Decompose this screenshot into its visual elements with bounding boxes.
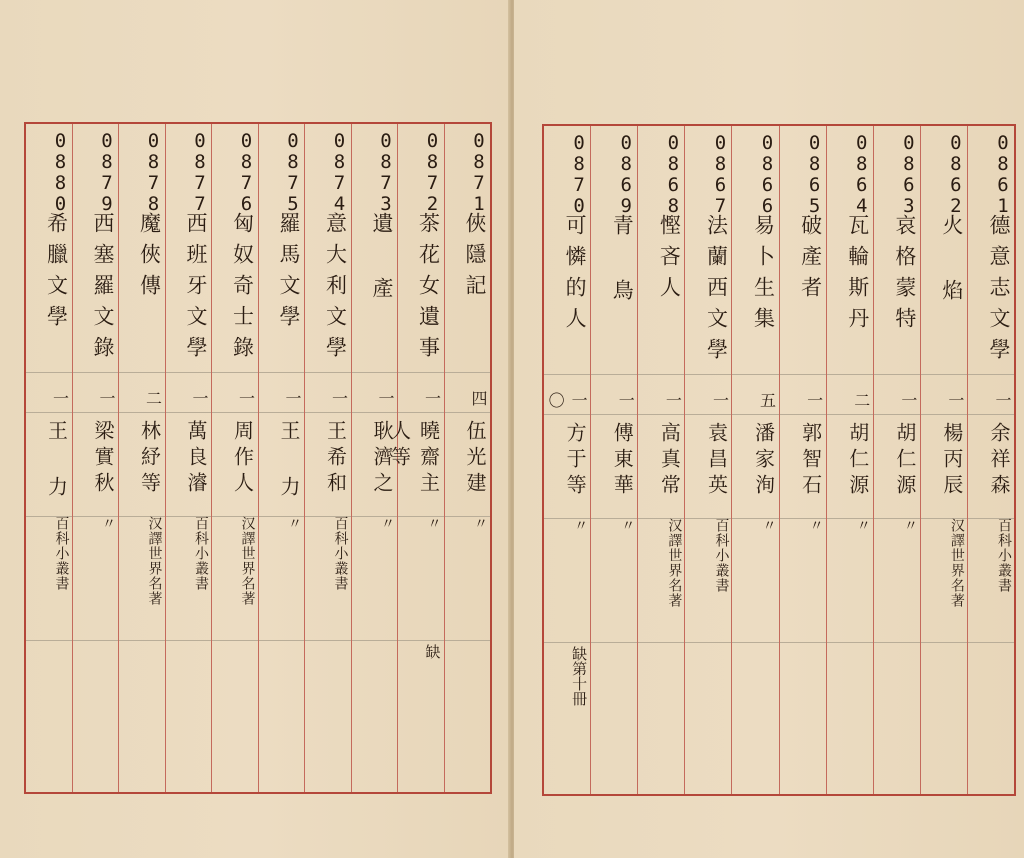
ruled-line [212, 372, 258, 373]
ruled-line [398, 640, 444, 641]
entry-volumes: 一 [376, 390, 395, 406]
catalog-entry-column [731, 126, 778, 794]
entry-note [638, 646, 684, 726]
ruled-line [73, 372, 119, 373]
entry-volumes: 一〇 [546, 392, 589, 408]
entry-title: 俠隱記 [463, 212, 487, 305]
ruled-line [73, 640, 119, 641]
ruled-line [780, 642, 826, 643]
catalog-entry-column [118, 124, 165, 792]
entry-translator: 周作人 [230, 420, 255, 498]
catalog-entry-column [304, 124, 351, 792]
entry-note [259, 644, 305, 724]
ruled-line [398, 372, 444, 373]
entry-number: 0877 [189, 130, 211, 214]
entry-note [26, 644, 72, 724]
entry-note [968, 646, 1014, 726]
entry-title: 德意志文學 [987, 214, 1011, 369]
ruled-line [874, 374, 920, 375]
entry-note [874, 646, 920, 726]
entry-series: 〃 [572, 518, 589, 533]
catalog-entry-column [351, 124, 398, 792]
entry-series: 百科小叢書 [332, 516, 349, 591]
entry-number: 0861 [992, 132, 1014, 216]
ruled-line [544, 374, 590, 375]
entry-translator: 王 力 [44, 420, 69, 502]
entry-number: 0880 [49, 130, 72, 214]
ruled-line [591, 374, 637, 375]
entry-translator: 余祥森 [987, 422, 1011, 500]
catalog-entry-column [26, 124, 72, 792]
entry-series: 百科小叢書 [193, 516, 209, 591]
ruled-line [921, 642, 967, 643]
ruled-line [445, 372, 491, 373]
ruled-line [732, 374, 778, 375]
entry-note [352, 644, 398, 724]
entry-translator: 潘家洵 [751, 422, 776, 500]
entry-number: 0879 [96, 130, 118, 214]
entry-translator: 耿濟之 [370, 420, 394, 498]
entry-volumes: 一 [993, 392, 1012, 408]
catalog-entry-column [637, 126, 684, 794]
entry-translator: 方于等 [563, 422, 588, 500]
entry-number: 0868 [662, 132, 685, 216]
ruled-line [732, 642, 778, 643]
entry-translator: 萬良濬 [184, 420, 208, 498]
entry-title: 易卜生集 [751, 214, 776, 338]
entry-translator: 胡仁源 [892, 422, 917, 500]
ruled-line [874, 642, 920, 643]
ruled-line [638, 642, 684, 643]
entry-volumes: 一 [804, 392, 824, 408]
entry-volumes: 五 [757, 392, 777, 408]
entry-volumes: 一 [329, 390, 349, 406]
ruled-line [119, 640, 165, 641]
entry-volumes: 一 [97, 390, 116, 406]
ruled-line [119, 372, 165, 373]
catalog-entry-column [779, 126, 826, 794]
entry-title: 可憐的人 [563, 214, 588, 338]
entry-title: 匈奴奇士錄 [230, 212, 255, 367]
entry-title: 破產者 [798, 214, 823, 307]
entry-title: 茶花女遺事 [416, 212, 441, 367]
entry-note [591, 646, 637, 726]
entry-volumes: 一 [945, 392, 965, 408]
entry-number: 0876 [235, 130, 258, 214]
entry-note [212, 644, 258, 724]
entry-title: 慳吝人 [657, 214, 682, 307]
ruled-line [26, 640, 72, 641]
entry-title: 意大利文學 [323, 212, 348, 367]
entry-series: 〃 [901, 518, 918, 533]
right-catalog-frame [542, 124, 1016, 796]
entry-number: 0865 [803, 132, 826, 216]
entry-series: 百科小叢書 [53, 516, 70, 591]
ruled-line [259, 372, 305, 373]
entry-translator: 傅東華 [610, 422, 635, 500]
entry-title: 青 鳥 [610, 214, 635, 310]
entry-note [166, 644, 212, 724]
entry-series: 百科小叢書 [713, 518, 730, 593]
left-page [0, 0, 510, 858]
entry-title: 西班牙文學 [184, 212, 208, 367]
catalog-entry-column [590, 126, 637, 794]
catalog-entry-column [211, 124, 258, 792]
entry-title: 遺 產 [370, 212, 394, 308]
entry-translator: 袁昌英 [704, 422, 729, 500]
ruled-line [445, 640, 491, 641]
entry-volumes: 一 [283, 390, 302, 406]
entry-series: 百科小叢書 [996, 518, 1012, 593]
left-catalog-frame [24, 122, 492, 794]
catalog-entry-column [826, 126, 873, 794]
entry-series: 汉譯世界名著 [239, 516, 256, 606]
ruled-line [968, 642, 1014, 643]
entry-volumes: 二 [851, 392, 871, 408]
catalog-entry-column [873, 126, 920, 794]
ruled-line [212, 640, 258, 641]
entry-number: 0862 [944, 132, 967, 216]
ruled-line [544, 642, 590, 643]
entry-volumes: 一 [710, 392, 730, 408]
entry-series: 汉譯世界名著 [146, 516, 163, 606]
ruled-line [591, 642, 637, 643]
entry-volumes: 二 [143, 390, 163, 406]
entry-translator: 林紓等 [137, 420, 162, 498]
entry-translator: 伍光建 [463, 420, 487, 498]
entry-volumes: 一 [236, 390, 256, 406]
entry-volumes: 一 [616, 392, 636, 408]
entry-volumes: 四 [469, 390, 488, 406]
entry-title: 希臘文學 [44, 212, 69, 336]
entry-series: 〃 [619, 518, 636, 533]
entry-note [732, 646, 778, 726]
entry-volumes: 一 [663, 392, 683, 408]
ruled-line [259, 640, 305, 641]
catalog-entry-column [72, 124, 119, 792]
entry-note [780, 646, 826, 726]
entry-note [119, 644, 165, 724]
entry-number: 0874 [328, 130, 351, 214]
ruled-line [352, 640, 398, 641]
entry-volumes: 一 [190, 390, 209, 406]
entry-series: 〃 [760, 518, 777, 533]
entry-title: 西塞羅文錄 [91, 212, 115, 367]
entry-translator: 梁實秋 [91, 420, 115, 498]
entry-note [305, 644, 351, 724]
ruled-line [638, 374, 684, 375]
entry-volumes: 一 [50, 390, 70, 406]
ruled-line [921, 374, 967, 375]
ruled-line [352, 372, 398, 373]
entry-series: 〃 [379, 516, 395, 531]
entry-note [73, 644, 119, 724]
entry-series: 汉譯世界名著 [666, 518, 683, 608]
ruled-line [166, 372, 212, 373]
entry-series: 〃 [854, 518, 871, 533]
entry-translator: 王 力 [277, 420, 301, 502]
catalog-entry-column [165, 124, 212, 792]
entry-title: 瓦輪斯丹 [845, 214, 870, 338]
entry-number: 0873 [375, 130, 397, 214]
catalog-entry-column [920, 126, 967, 794]
entry-number: 0864 [850, 132, 873, 216]
entry-note: 缺 [423, 644, 442, 659]
catalog-entry-column [544, 126, 590, 794]
entry-note [445, 644, 491, 724]
entry-translator: 曉齋主人等 [387, 420, 441, 498]
entry-translator: 郭智石 [798, 422, 823, 500]
entry-volumes: 一 [422, 390, 442, 406]
ruled-line [827, 374, 873, 375]
entry-note [685, 646, 731, 726]
entry-series: 〃 [286, 516, 302, 531]
entry-title: 魔俠傳 [137, 212, 162, 305]
entry-number: 0878 [142, 130, 165, 214]
ruled-line [166, 640, 212, 641]
entry-title: 哀格蒙特 [892, 214, 917, 338]
ruled-line [685, 642, 731, 643]
catalog-entry-column [387, 124, 444, 792]
entry-title: 法蘭西文學 [704, 214, 729, 369]
entry-title: 火 焰 [939, 214, 964, 310]
entry-translator: 王希和 [323, 420, 348, 498]
entry-number: 0872 [421, 130, 444, 214]
entry-note: 缺第十冊 [570, 646, 589, 706]
entry-translator: 高真常 [657, 422, 682, 500]
ruled-line [305, 640, 351, 641]
ruled-line [26, 372, 72, 373]
entry-title: 羅馬文學 [277, 212, 301, 336]
entry-series: 〃 [472, 516, 488, 531]
right-page [514, 0, 1024, 858]
catalog-entry-column [258, 124, 305, 792]
entry-translator: 胡仁源 [845, 422, 870, 500]
entry-translator: 楊丙辰 [939, 422, 964, 500]
entry-series: 〃 [100, 516, 116, 531]
entry-number: 0863 [897, 132, 920, 216]
entry-series: 汉譯世界名著 [948, 518, 965, 608]
catalog-entry-column [967, 126, 1014, 794]
entry-number: 0866 [756, 132, 779, 216]
ruled-line [968, 374, 1014, 375]
entry-series: 〃 [807, 518, 824, 533]
entry-number: 0875 [282, 130, 304, 214]
entry-series: 〃 [425, 516, 442, 531]
ruled-line [780, 374, 826, 375]
catalog-entry-column [444, 124, 491, 792]
entry-volumes: 一 [898, 392, 918, 408]
entry-number: 0867 [709, 132, 732, 216]
entry-note [921, 646, 967, 726]
ruled-line [827, 642, 873, 643]
entry-number: 0871 [468, 130, 490, 214]
entry-number: 0869 [615, 132, 638, 216]
entry-note [827, 646, 873, 726]
ruled-line [685, 374, 731, 375]
entry-number: 0870 [568, 132, 591, 216]
ruled-line [305, 372, 351, 373]
catalog-entry-column [684, 126, 731, 794]
